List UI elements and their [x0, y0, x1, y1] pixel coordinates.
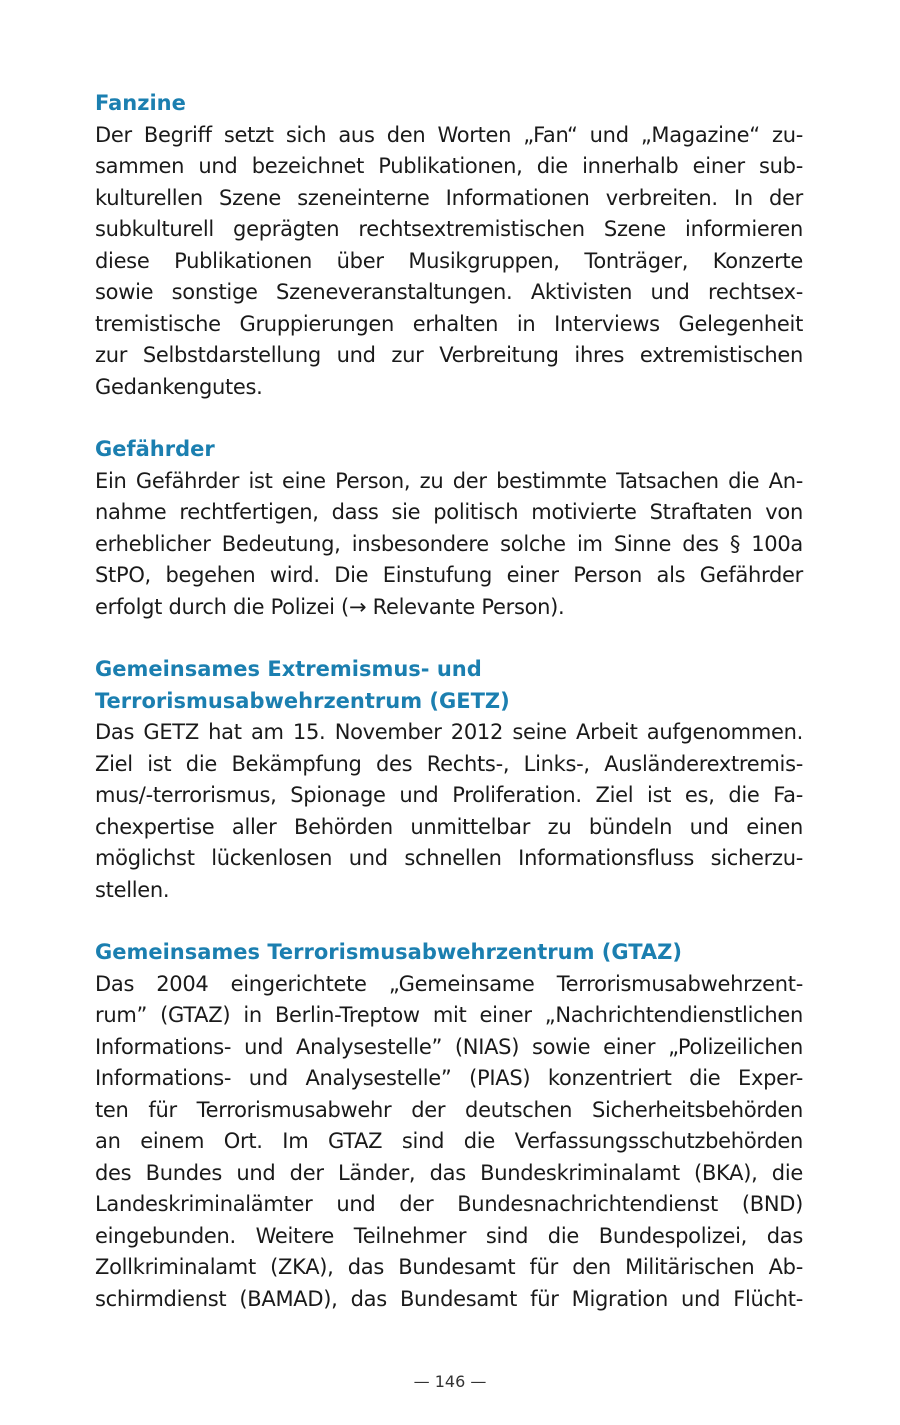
- entry-body: [95, 466, 803, 624]
- body-line: ten für Terrorismusabwehr der deutschen Sicherheitsbehörden: [95, 1097, 803, 1122]
- page-number: — 146 —: [413, 1372, 487, 1391]
- body-line: Informations- und Analysestelle” (NIAS) sowie einer „Polizeilichen: [95, 1034, 803, 1059]
- entry-title: [95, 937, 803, 969]
- body-line: sammen und bezeichnet Publikationen, die innerhalb einer sub-: [95, 154, 803, 178]
- body-line: an einem Ort. Im GTAZ sind die Verfassungsschutzbehörden: [95, 1129, 803, 1153]
- entry-body: [95, 969, 803, 1316]
- body-line: subkulturell geprägten rechtsextremistischen Szene informieren: [95, 217, 803, 241]
- body-line: Der Begriff setzt sich aus den Worten „Fan“ und „Magazine“ zu-: [95, 122, 803, 147]
- body-line: kulturellen Szene szeneinterne Informationen verbreiten. In der: [95, 185, 803, 210]
- body-line: chexpertise aller Behörden unmittelbar zu bündeln und einen: [95, 814, 803, 839]
- body-line: möglichst lückenlosen und schnellen Informationsfluss sicherzu-: [95, 846, 803, 870]
- entry-body: [95, 717, 803, 906]
- entry-body: [95, 120, 803, 404]
- entry-title-line: Fanzine: [95, 91, 186, 115]
- body-line: stellen.: [95, 877, 170, 902]
- body-line: Das 2004 eingerichtete „Gemeinsame Terrorismusabwehrzent-: [95, 971, 803, 996]
- body-line: sowie sonstige Szeneveranstaltungen. Aktivisten und rechtsex-: [95, 280, 803, 304]
- glossary-entry-getz: [95, 654, 803, 906]
- body-line: des Bundes und der Länder, das Bundeskriminalamt (BKA), die: [95, 1160, 803, 1185]
- entry-title-line: Gemeinsames Terrorismusabwehrzentrum (GTAZ): [95, 940, 683, 964]
- glossary-entry-gefaehrder: [95, 434, 803, 623]
- body-line: zur Selbstdarstellung und zur Verbreitung ihres extremistischen: [95, 343, 803, 367]
- body-line: tremistische Gruppierungen erhalten in Interviews Gelegenheit: [95, 311, 803, 336]
- body-line: diese Publikationen über Musikgruppen, Tonträger, Konzerte: [95, 248, 803, 273]
- page-content: [95, 88, 803, 1346]
- entry-title-line: Gemeinsames Extremismus- und: [95, 657, 482, 681]
- body-line: Ein Gefährder ist eine Person, zu der bestimmte Tatsachen die An-: [95, 468, 803, 493]
- glossary-entry-fanzine: [95, 88, 803, 403]
- body-line: Landeskriminalämter und der Bundesnachrichtendienst (BND): [95, 1192, 803, 1216]
- body-line: StPO, begehen wird. Die Einstufung einer Person als Gefährder: [95, 563, 803, 587]
- body-line: Das GETZ hat am 15. November 2012 seine Arbeit aufgenommen.: [95, 720, 803, 744]
- body-line: Zollkriminalamt (ZKA), das Bundesamt für den Militärischen Ab-: [95, 1255, 803, 1279]
- body-line: Gedankengutes.: [95, 374, 263, 399]
- entry-title: [95, 434, 803, 466]
- body-line: Ziel ist die Bekämpfung des Rechts-, Links-, Ausländerextremis-: [95, 751, 803, 776]
- body-line: eingebunden. Weitere Teilnehmer sind die Bundespolizei, das: [95, 1223, 803, 1248]
- body-line: mus/-terrorismus, Spionage und Proliferation. Ziel ist es, die Fa-: [95, 783, 803, 807]
- body-line: schirmdienst (BAMAD), das Bundesamt für Migration und Flücht-: [95, 1286, 803, 1311]
- entry-title-line: Gefährder: [95, 437, 215, 461]
- body-line: Informations- und Analysestelle” (PIAS) konzentriert die Exper-: [95, 1066, 803, 1090]
- body-line: rum” (GTAZ) in Berlin-Treptow mit einer „Nachrichtendienstlichen: [95, 1003, 803, 1027]
- body-line: erheblicher Bedeutung, insbesondere solche im Sinne des § 100a: [95, 531, 803, 556]
- body-line: nahme rechtfertigen, dass sie politisch motivierte Straftaten von: [95, 500, 803, 524]
- entry-title: [95, 88, 803, 120]
- body-line: erfolgt durch die Polizei (→ Relevante Person).: [95, 594, 565, 619]
- entry-title: [95, 654, 803, 717]
- glossary-entry-gtaz: [95, 937, 803, 1315]
- entry-title-line: Terrorismusabwehrzentrum (GETZ): [95, 688, 510, 713]
